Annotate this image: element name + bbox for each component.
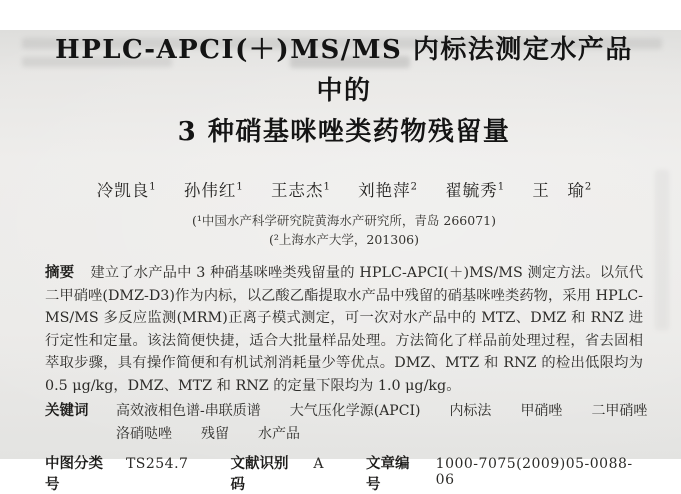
affiliation-2: (²上海水产大学，201306): [269, 232, 419, 247]
clc-number-value: TS254.7: [125, 456, 189, 472]
clc-number: [45, 452, 188, 494]
keyword-term: 高效液相色谱-串联质谱: [116, 403, 261, 419]
author-affiliation-superscript: 2: [410, 181, 417, 193]
abstract-section: [45, 262, 643, 397]
author-name: 孙伟红: [183, 181, 237, 200]
keyword-term: 水产品: [258, 426, 300, 442]
keyword-term: 残留: [201, 426, 229, 442]
keywords-row-2: [116, 423, 647, 446]
keyword-term: 甲硝唑: [520, 403, 563, 419]
author: [445, 177, 504, 201]
keyword-term: 大气压化学源(APCI): [289, 403, 421, 419]
author-affiliation-superscript: 2: [584, 181, 592, 193]
article-meta-line: [45, 452, 643, 494]
abstract-label: 摘要: [45, 265, 75, 281]
author: [271, 177, 330, 201]
keywords-section: [45, 400, 648, 446]
author-affiliation-superscript: 1: [236, 181, 243, 193]
author: [532, 177, 591, 201]
author-name: 冷凯良: [96, 181, 150, 200]
author-name: 王 瑜: [532, 181, 585, 200]
article-id-label: 文章编号: [365, 456, 410, 493]
paper-content: [0, 30, 681, 494]
keywords-row-1: [116, 400, 647, 423]
document-code: [230, 452, 324, 494]
article-id: [366, 452, 643, 494]
author-name: 刘艳萍: [358, 181, 411, 200]
author-name: 王志杰: [271, 181, 324, 200]
document-code-value: A: [313, 456, 324, 472]
author-name: 翟毓秀: [445, 181, 498, 200]
scanned-paper-page: [0, 30, 681, 493]
document-code-label: 文献识别码: [230, 456, 289, 493]
keywords-terms: [116, 400, 647, 446]
keyword-term: 二甲硝唑: [591, 403, 648, 419]
paper-title-line2: 3 种硝基咪唑类药物残留量: [177, 117, 511, 147]
paper-title: [45, 30, 643, 153]
author-list: [45, 177, 643, 201]
author: [97, 177, 156, 201]
author-affiliation-superscript: 1: [323, 181, 330, 193]
keyword-term: 内标法: [449, 403, 492, 419]
author-affiliation-superscript: 1: [497, 181, 505, 193]
clc-number-label: 中图分类号: [45, 456, 103, 493]
author: [358, 177, 417, 201]
article-id-value: 1000-7075(2009)05-0088-06: [435, 456, 633, 488]
affiliation-1: (¹中国水产科学研究院黄海水产研究所，青岛 266071): [192, 213, 496, 228]
keyword-term: 洛硝哒唑: [116, 426, 172, 442]
author-affiliation-superscript: 1: [149, 181, 156, 193]
keywords-label: 关键词: [45, 403, 89, 419]
paper-title-line1: HPLC-APCI(＋)MS/MS 内标法测定水产品中的: [55, 35, 633, 106]
author: [184, 177, 243, 201]
affiliation-list: [45, 211, 643, 249]
abstract-text: 建立了水产品中 3 种硝基咪唑类残留量的 HPLC-APCI(＋)MS/MS 测定方法。以氘代二甲硝唑(DMZ-D3)作为内标，以乙酸乙酯提取水产品中残留的硝基咪唑类药物，采用 HPLC-MS/MS 多反应监测(MRM)正离子模式测定，可一次对水产品中的 MTZ、DMZ 和 RNZ 进行定性和定量。该法简便快捷，适合大批量样品处理。方法简化了样品前处理过程，省去固相萃取步骤，具有操作简便和有机试剂消耗量少等优点。DMZ、MTZ 和 RNZ 的检出低限均为 0.5 μg/kg，DMZ、MTZ 和 RNZ 的定量下限均为 1.0 μg/kg。: [45, 265, 644, 394]
